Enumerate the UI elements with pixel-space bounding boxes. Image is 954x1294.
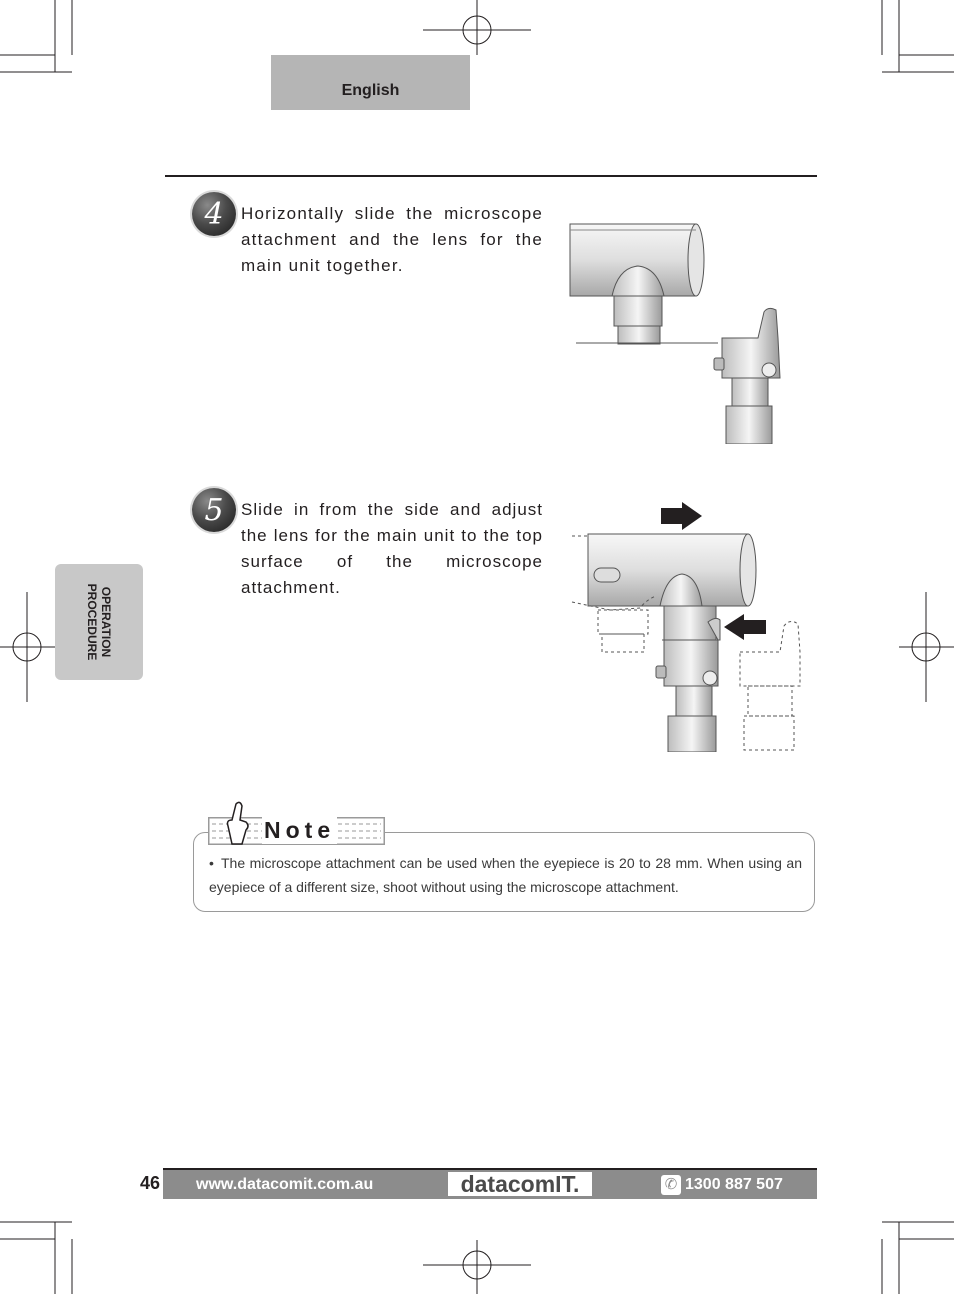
right-arrow-icon: [661, 502, 702, 530]
note-title: Note: [264, 817, 336, 843]
left-arrow-icon: [724, 614, 766, 640]
phone-icon: ✆: [661, 1175, 681, 1195]
section-rule: [165, 175, 817, 177]
side-tab-line1: OPERATION: [99, 586, 113, 658]
side-tab-line2: PROCEDURE: [85, 583, 99, 661]
step-4-illustration: [568, 218, 788, 444]
step-4-number: 4: [192, 192, 236, 236]
language-tab: [271, 55, 470, 110]
language-tab-label: English: [341, 82, 400, 99]
note-text: The microscope attachment can be used when the eyepiece is 20 to 28 mm. When using an eyepiece of a different size, shoot without using the microscope attachment.: [209, 855, 802, 895]
page-number: 46: [140, 1173, 161, 1193]
step-5-text: Slide in from the side and adjust the lens for the main unit to the top surface of the microscope attachment.: [241, 500, 543, 597]
bullet-icon: •: [209, 855, 214, 871]
section-side-tab: [55, 564, 143, 680]
footer-logo: datacomIT.: [448, 1172, 592, 1196]
footer-phone: 1300 887 507: [685, 1176, 783, 1193]
step-5-number: 5: [192, 488, 236, 532]
step-4-text: Horizontally slide the microscope attachment and the lens for the main unit together.: [241, 204, 543, 275]
pointing-hand-icon: [218, 800, 254, 846]
note-text-container: [209, 851, 802, 899]
step-5-illustration: [570, 500, 806, 752]
footer-url[interactable]: www.datacomit.com.au: [196, 1176, 374, 1193]
